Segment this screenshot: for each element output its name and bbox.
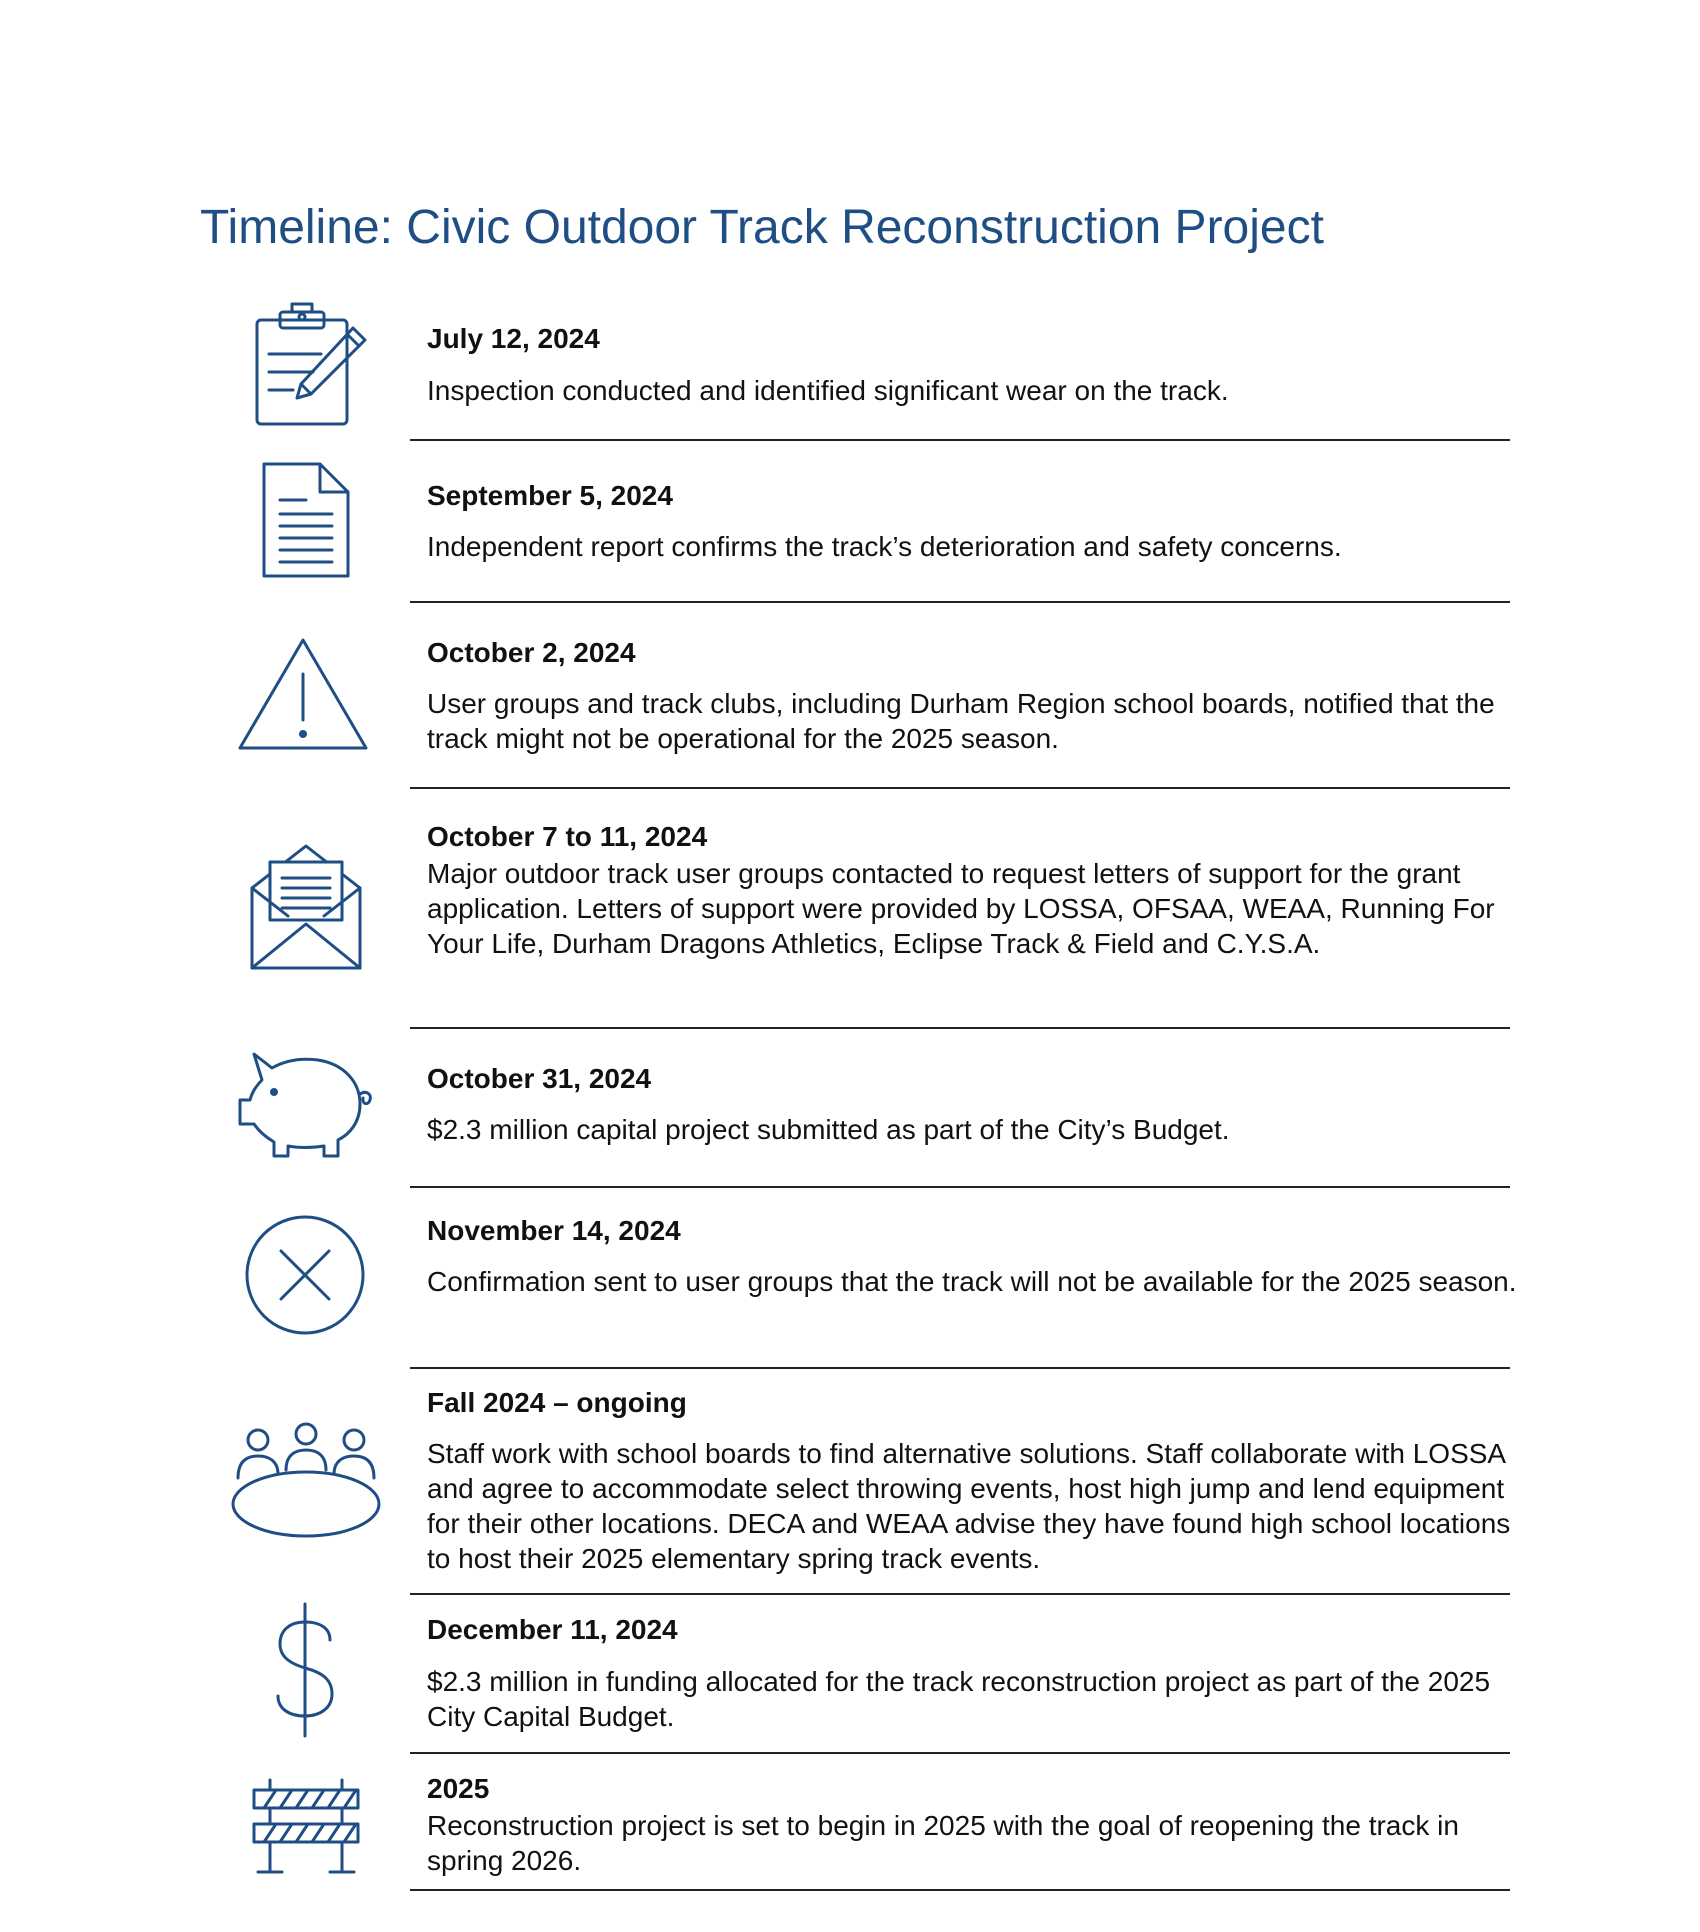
event-date: October 7 to 11, 2024 <box>427 821 708 852</box>
event-date: September 5, 2024 <box>427 480 673 511</box>
event-description: Confirmation sent to user groups that the track will not be available for the 2025 season. <box>427 1266 1517 1297</box>
circle-x-icon <box>244 1214 366 1336</box>
event-description: User groups and track clubs, including Durham Region school boards, notified that the track might not be operational for the 2025 season. <box>427 688 1495 754</box>
row-divider <box>410 1027 1510 1029</box>
meeting-table-icon <box>228 1420 384 1540</box>
row-divider <box>410 1752 1510 1754</box>
clipboard-pencil-icon <box>245 300 375 430</box>
event-description: Staff work with school boards to find alternative solutions. Staff collaborate with LOSSA and agree to accommodate select throwing events, host high jump and lend equipment for their other locations. DECA and WEAA advise they have found high school locations to host their 2025 elementary spring track events. <box>427 1438 1511 1574</box>
page-title: Timeline: Civic Outdoor Track Reconstruction Project <box>200 201 1324 254</box>
event-date: October 2, 2024 <box>427 637 636 668</box>
event-description: Major outdoor track user groups contacted to request letters of support for the grant application. Letters of support were provided by LOSSA, OFSAA, WEAA, Running For Your Life, Durham Dragons Athletics, Eclipse Track & Field and C.Y.S.A. <box>427 858 1495 959</box>
event-description: Reconstruction project is set to begin in 2025 with the goal of reopening the track in spring 2026. <box>427 1810 1459 1876</box>
dollar-sign-icon <box>272 1600 338 1740</box>
event-description: $2.3 million capital project submitted as part of the City’s Budget. <box>427 1114 1230 1145</box>
event-date: October 31, 2024 <box>427 1063 652 1094</box>
row-divider <box>410 1889 1510 1891</box>
event-date: November 14, 2024 <box>427 1215 681 1246</box>
document-icon <box>258 460 354 580</box>
row-divider <box>410 787 1510 789</box>
row-divider <box>410 439 1510 441</box>
event-date: December 11, 2024 <box>427 1614 678 1645</box>
construction-barrier-icon <box>250 1778 362 1874</box>
row-divider <box>410 1367 1510 1369</box>
event-date: July 12, 2024 <box>427 323 600 354</box>
event-date: Fall 2024 – ongoing <box>427 1387 687 1418</box>
event-description: $2.3 million in funding allocated for the track reconstruction project as part of the 2025 City Capital Budget. <box>427 1666 1491 1732</box>
row-divider <box>410 1186 1510 1188</box>
row-divider <box>410 601 1510 603</box>
warning-triangle-icon <box>236 636 370 752</box>
row-divider <box>410 1593 1510 1595</box>
envelope-letter-icon <box>248 844 364 972</box>
piggy-bank-icon <box>232 1050 376 1162</box>
event-description: Independent report confirms the track’s deterioration and safety concerns. <box>427 531 1342 562</box>
event-date: 2025 <box>427 1773 490 1804</box>
event-description: Inspection conducted and identified significant wear on the track. <box>427 375 1229 406</box>
